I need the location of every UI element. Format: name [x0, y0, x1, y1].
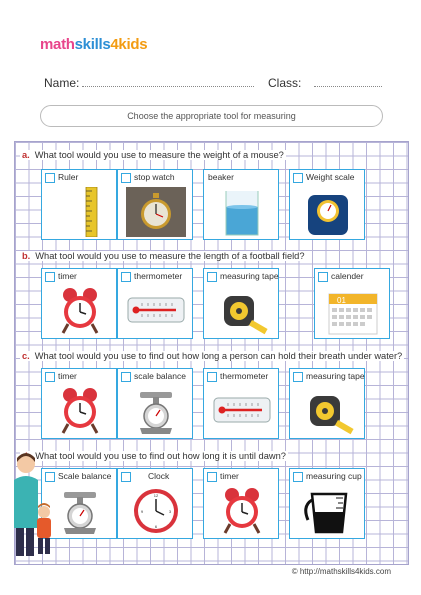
thermometer-icon	[126, 286, 186, 336]
alarm-clock-icon	[212, 486, 272, 536]
checkbox[interactable]	[45, 272, 55, 282]
measuring-cup-icon	[298, 486, 358, 536]
option-b-thermometer[interactable]: thermometer	[117, 268, 193, 339]
clock-icon	[126, 486, 186, 536]
option-c-thermometer[interactable]: thermometer	[203, 368, 279, 439]
worksheet-instruction: Choose the appropriate tool for measuring	[40, 105, 383, 127]
ruler-icon	[50, 187, 110, 237]
calendar-icon	[323, 286, 383, 336]
teacher-and-child-illustration	[10, 448, 55, 560]
class-field-line[interactable]	[314, 86, 382, 87]
checkbox[interactable]	[121, 173, 131, 183]
checkbox[interactable]	[293, 173, 303, 183]
name-field-line[interactable]	[82, 86, 254, 87]
checkbox[interactable]	[207, 272, 217, 282]
checkbox[interactable]	[293, 472, 303, 482]
option-c-measuring-tape[interactable]: measuring tape	[289, 368, 365, 439]
option-d-measuring-cup[interactable]: measuring cup	[289, 468, 365, 539]
option-c-scale-balance[interactable]: scale balance	[117, 368, 193, 439]
question-c: c. What tool would you use to find out how long a person can hold their breath under water?	[22, 351, 403, 361]
option-a-ruler[interactable]: Ruler	[41, 169, 117, 240]
checkbox[interactable]	[45, 173, 55, 183]
checkbox[interactable]	[318, 272, 328, 282]
thermometer-icon	[212, 386, 272, 436]
option-b-timer[interactable]: timer	[41, 268, 117, 339]
stopwatch-icon	[126, 187, 186, 237]
measuring-tape-icon	[212, 286, 272, 336]
option-d-clock[interactable]: Clock	[117, 468, 193, 539]
checkbox[interactable]	[207, 472, 217, 482]
alarm-clock-icon	[50, 286, 110, 336]
option-b-measuring-tape[interactable]: measuring tape	[203, 268, 279, 339]
checkbox[interactable]	[207, 372, 217, 382]
option-d-timer[interactable]: timer	[203, 468, 279, 539]
checkbox[interactable]	[45, 372, 55, 382]
checkbox[interactable]	[121, 272, 131, 282]
scale-balance-icon	[50, 486, 110, 536]
option-a-stop-watch[interactable]: stop watch	[117, 169, 193, 240]
option-a-beaker[interactable]: beaker	[203, 169, 279, 240]
question-a: a. What tool would you use to measure the weight of a mouse?	[22, 150, 284, 160]
alarm-clock-icon	[50, 386, 110, 436]
beaker-icon	[212, 187, 272, 237]
option-a-weight-scale[interactable]: Weight scale	[289, 169, 365, 240]
checkbox[interactable]	[121, 372, 131, 382]
checkbox[interactable]	[293, 372, 303, 382]
footer-copyright: © http://mathskills4kids.com	[291, 567, 391, 576]
option-b-calender[interactable]: calender 01	[314, 268, 390, 339]
name-label: Name:	[44, 76, 80, 90]
checkbox[interactable]	[121, 472, 131, 482]
site-logo: mathskills4kids	[40, 36, 148, 53]
question-d: What tool would you use to find out how long it is until dawn?	[20, 451, 288, 461]
svg-text:01: 01	[337, 296, 346, 305]
weight-scale-icon	[298, 187, 358, 237]
question-b: b. What tool would you use to measure the length of a football field?	[22, 251, 305, 261]
scale-balance-icon	[126, 386, 186, 436]
measuring-tape-icon	[298, 386, 358, 436]
option-c-timer[interactable]: timer	[41, 368, 117, 439]
class-label: Class:	[268, 76, 302, 90]
option-d-scale-balance[interactable]: Scale balance	[41, 468, 117, 539]
